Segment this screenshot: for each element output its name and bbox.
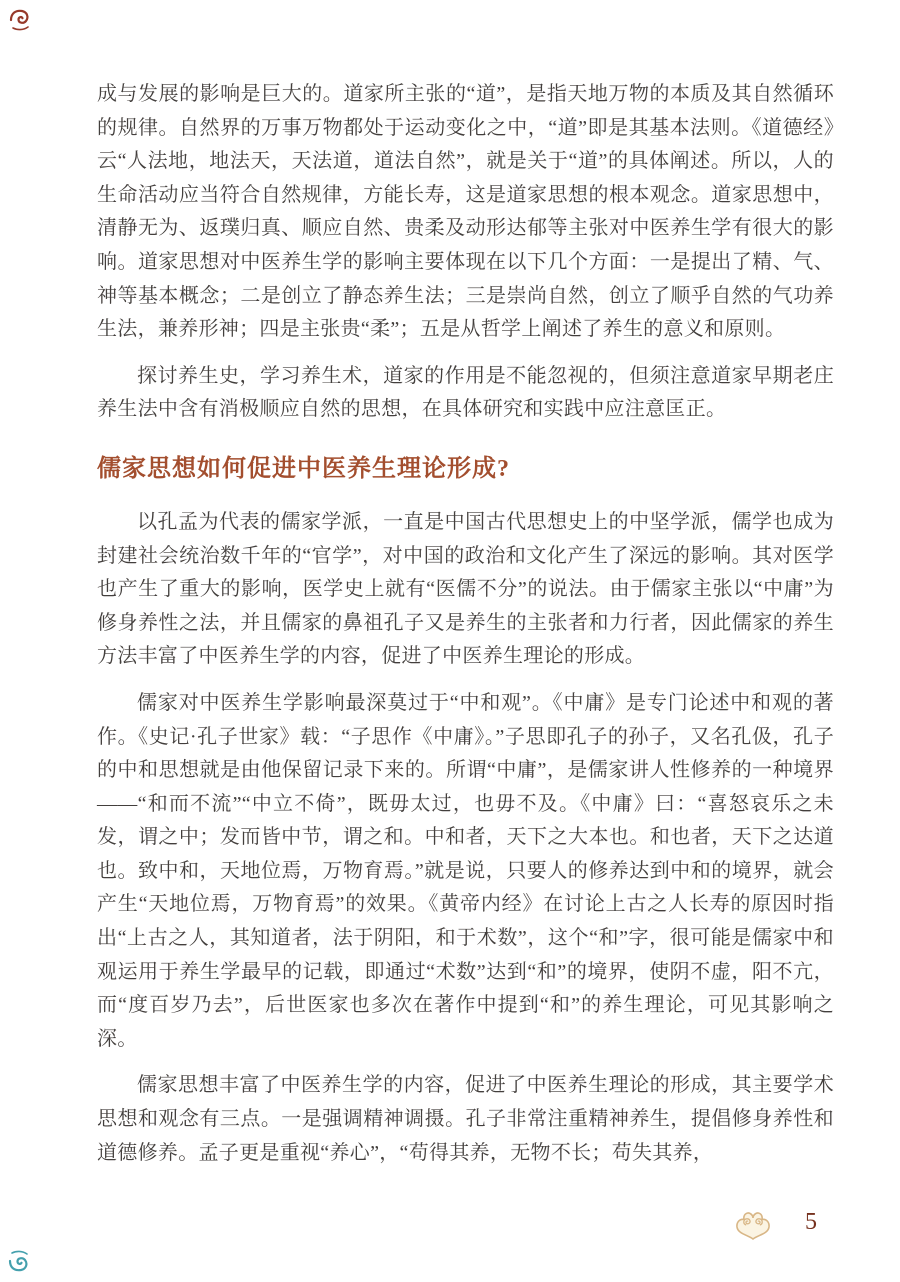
paragraph-continuation: 成与发展的影响是巨大的。道家所主张的“道”，是指天地万物的本质及其自然循环的规律。自然界的万事万物都处于运动变化之中，“道”即是其基本法则。《道德经》云“人法地，地法天，天法道，道法自然”，就是关于“道”的具体阐述。所以，人的生命活动应当符合自然规律，方能长寿，这是道家思想的根本观念。道家思想中，清静无为、返璞归真、顺应自然、贵柔及动形达郁等主张对中医养生学有很大的影响。道家思想对中医养生学的影响主要体现在以下几个方面：一是提出了精、气、神等基本概念；二是创立了静态养生法；三是崇尚自然，创立了顺乎自然的气功养生法，兼养形神；四是主张贵“柔”；五是从哲学上阐述了养生的意义和原则。 (97, 83, 834, 341)
paragraph-zhonghe: 儒家对中医养生学影响最深莫过于“中和观”。《中庸》是专门论述中和观的著作。《史记·孔子世家》载：“子思作《中庸》。”子思即孔子的孙子，又名孔伋，孔子的中和思想就是由他保留记录下来的。所谓“中庸”，是儒家讲人性修养的一种境界——“和而不流”“中立不倚”，既毋太过，也毋不及。《中庸》曰：“喜怒哀乐之未发，谓之中；发而皆中节，谓之和。中和者，天下之大本也。和也者，天下之达道也。致中和，天地位焉，万物育焉。”就是说，只要人的修养达到中和的境界，就会产生“天地位焉，万物育焉”的效果。《黄帝内经》在讨论上古之人长寿的原因时指出“上古之人，其知道者，法于阴阳，和于术数”，这个“和”字，很可能是儒家中和观运用于养生学最早的记载，即通过“术数”达到“和”的境界，使阴不虚，阳不亢，而“度百岁乃去”，后世医家也多次在著作中提到“和”的养生理论，可见其影响之深。 (97, 691, 834, 1050)
section-heading: 儒家思想如何促进中医养生理论形成? (97, 455, 510, 482)
text-block (97, 78, 834, 1183)
paragraph-three-points: 儒家思想丰富了中医养生学的内容，促进了中医养生理论的形成，其主要学术思想和观念有三点。一是强调精神调摄。孔子非常注重精神养生，提倡修身养性和道德修养。孟子更是重视“养心”，“苟得其养，无物不长；苟失其养， (97, 1074, 834, 1164)
page-number: 5 (805, 1209, 817, 1235)
page-footer (0, 1204, 900, 1248)
ruyi-cloud-icon (733, 1206, 773, 1242)
paragraph-confucian-intro: 以孔孟为代表的儒家学派，一直是中国古代思想史上的中坚学派，儒学也成为封建社会统治数千年的“官学”，对中国的政治和文化产生了深远的影响。其对医学也产生了重大的影响，医学史上就有“医儒不分”的说法。由于儒家主张以“中庸”为修身养性之法，并且儒家的鼻祖孔子又是养生的主张者和力行者，因此儒家的养生方法丰富了中医养生学的内容，促进了中医养生理论的形成。 (97, 510, 834, 668)
teal-corner-swirl-icon (8, 1247, 34, 1273)
red-corner-swirl-icon (9, 8, 35, 34)
paragraph-daoist-note: 探讨养生史，学习养生术，道家的作用是不能忽视的，但须注意道家早期老庄养生法中含有消极顺应自然的思想，在具体研究和实践中应注意匡正。 (97, 364, 834, 421)
